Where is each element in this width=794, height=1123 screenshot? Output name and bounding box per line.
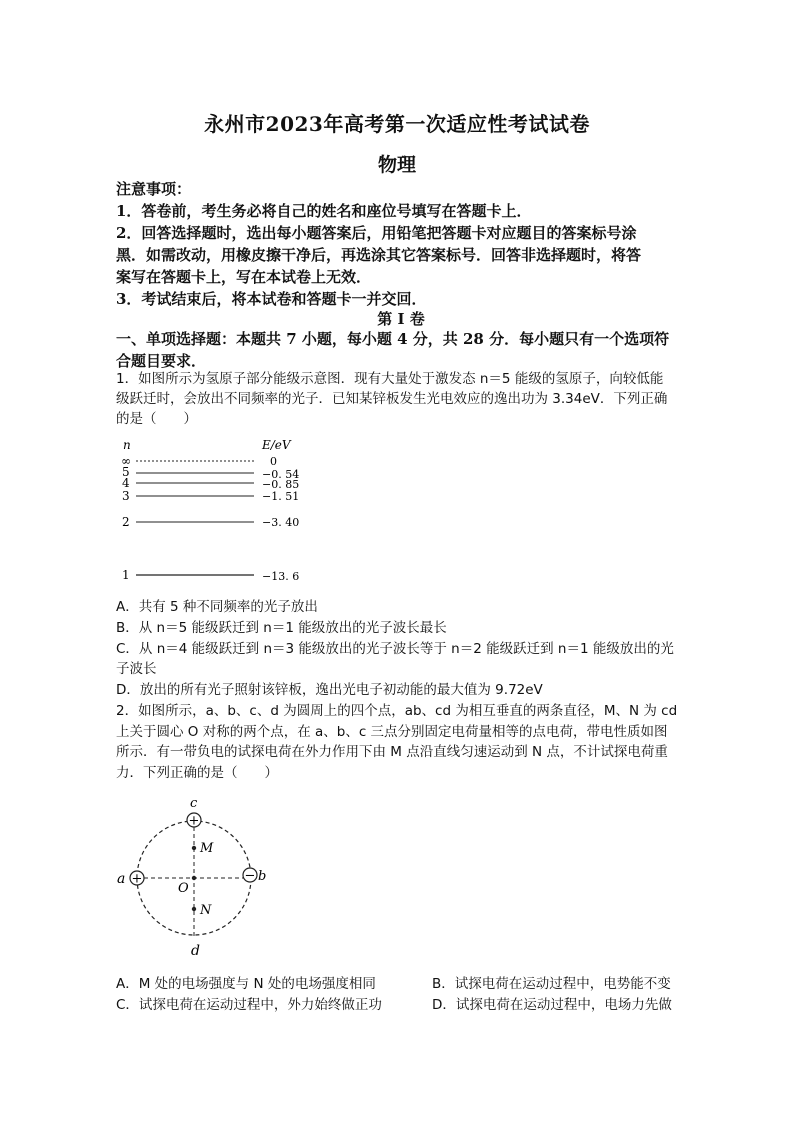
label-d: d	[191, 943, 200, 959]
q1-stem: 级跃迁时，会放出不同频率的光子．已知某锌板发生光电效应的逸出功为 3.34eV．下列正确	[116, 391, 668, 407]
q1-option-b: B．从 n＝5 能级跃迁到 n＝1 能级放出的光子波长最长	[116, 620, 447, 636]
notice-line: 2．回答选择题时，选出每小题答案后，用铅笔把答题卡对应题目的答案标号涂	[116, 224, 637, 242]
level-energy: −0. 54	[262, 468, 300, 481]
label-O: O	[178, 881, 189, 896]
level-energy: −1. 51	[262, 490, 300, 503]
notice-line: 3．考试结束后，将本试卷和答题卡一并交回．	[116, 290, 427, 308]
section-heading: 一、单项选择题：本题共 7 小题，每小题 4 分，共 28 分．每小题只有一个选项符	[116, 330, 670, 348]
q1-stem: 的是（ ）	[116, 411, 197, 427]
level-n: ∞	[121, 454, 131, 468]
level-n: 5	[122, 465, 130, 479]
label-M: M	[200, 841, 214, 856]
label-c: c	[190, 796, 198, 811]
q1-option-d: D．放出的所有光子照射该锌板，逸出光电子初动能的最大值为 9.72eV	[116, 682, 543, 698]
subject-title: 物理	[377, 154, 416, 176]
point-N	[192, 907, 196, 911]
q1-option-c-cont: 子波长	[116, 661, 157, 677]
level-energy: −13. 6	[262, 570, 300, 583]
q1-option-a: A．共有 5 种不同频率的光子放出	[116, 599, 318, 615]
notice-line: 1．答卷前，考生务必将自己的姓名和座位号填写在答题卡上．	[116, 202, 532, 220]
energy-level-diagram	[112, 436, 312, 588]
level-n: 1	[122, 568, 130, 582]
q2-option-a: A．M 处的电场强度与 N 处的电场强度相同	[116, 976, 376, 992]
q1-stem: 1．如图所示为氢原子部分能级示意图．现有大量处于激发态 n＝5 能级的氢原子，向较低能	[116, 371, 664, 387]
label-N: N	[200, 903, 212, 918]
label-b: b	[258, 869, 267, 884]
notice-line: 案写在答题卡上，写在本试卷上无效．	[116, 268, 372, 286]
plus-sign: +	[131, 871, 143, 887]
level-energy: 0	[270, 455, 277, 468]
point-M	[192, 846, 196, 850]
notice-heading: 注意事项：	[116, 180, 192, 198]
level-energy: −3. 40	[262, 516, 300, 529]
q2-option-c: C．试探电荷在运动过程中，外力始终做正功	[116, 997, 382, 1013]
energy-axis-label: E/eV	[262, 438, 291, 452]
q2-stem: 所示．有一带负电的试探电荷在外力作用下由 M 点沿直线匀速运动到 N 点，不计试探电荷重	[116, 744, 668, 760]
label-a: a	[117, 871, 126, 887]
level-n: 3	[122, 489, 130, 503]
q2-stem: 力．下列正确的是（ ）	[116, 765, 278, 781]
plus-sign: +	[188, 813, 200, 829]
volume-label: 第 I 卷	[377, 310, 425, 328]
notice-line: 黑．如需改动，用橡皮擦干净后，再选涂其它答案标号．回答非选择题时，将答	[116, 246, 642, 264]
exam-title: 永州市2023年高考第一次适应性考试试卷	[204, 112, 590, 136]
level-n: 2	[122, 515, 130, 529]
point-O	[192, 876, 196, 880]
level-energy: −0. 85	[262, 478, 300, 491]
circle-charge-diagram	[112, 790, 282, 960]
q2-stem: 2．如图所示，a、b、c、d 为圆周上的四个点，ab、cd 为相互垂直的两条直径，M、N 为 cd	[116, 703, 678, 719]
q2-option-d: D．试探电荷在运动过程中，电场力先做	[432, 997, 672, 1013]
minus-sign: −	[244, 868, 256, 884]
n-axis-label: n	[123, 438, 131, 452]
q1-option-c: C．从 n＝4 能级跃迁到 n＝3 能级放出的光子波长等于 n＝2 能级跃迁到 n＝1 能级放出的光	[116, 641, 674, 657]
section-heading-cont: 合题目要求．	[116, 352, 207, 370]
q2-option-b: B．试探电荷在运动过程中，电势能不变	[432, 976, 671, 992]
q2-stem: 上关于圆心 O 对称的两个点，在 a、b、c 三点分别固定电荷量相等的点电荷，带电性质如图	[116, 724, 668, 740]
level-n: 4	[122, 476, 130, 490]
